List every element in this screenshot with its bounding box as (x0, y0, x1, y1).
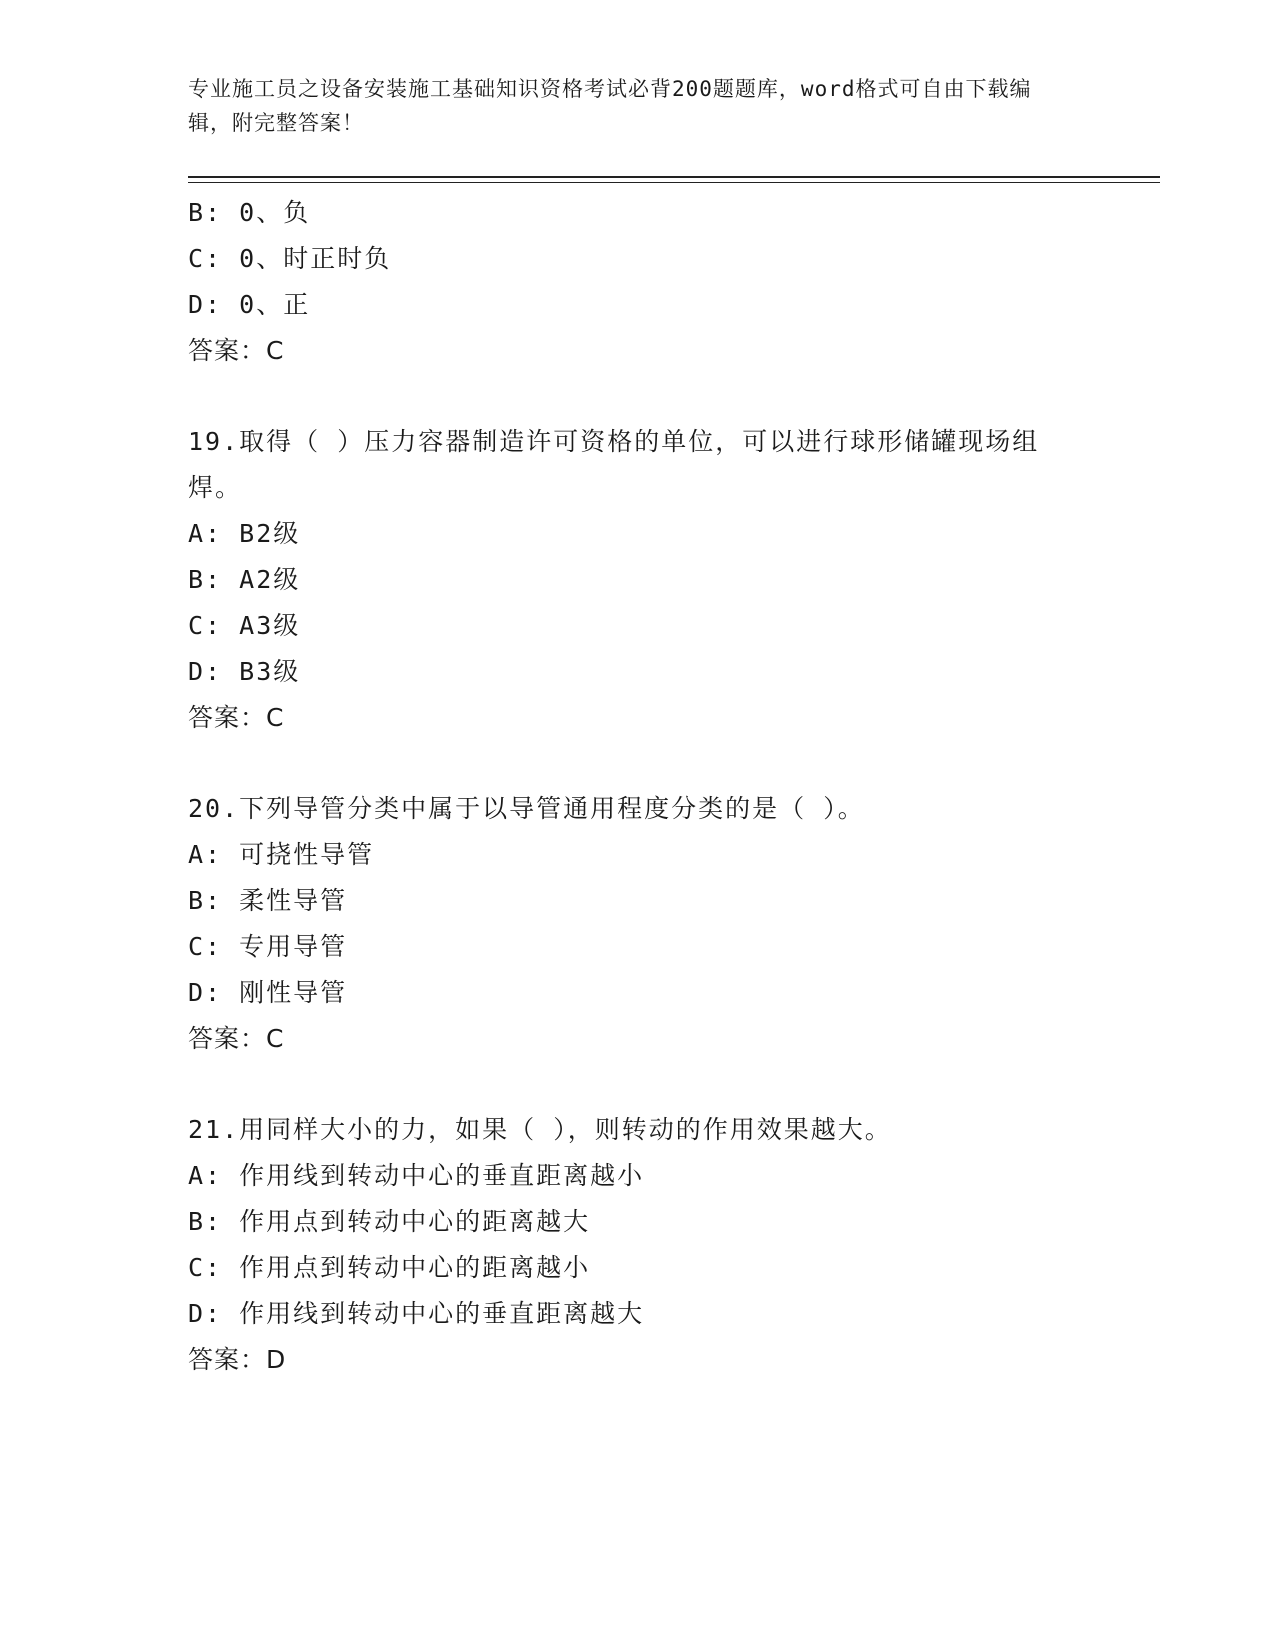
option-d: D: 0、正 (188, 290, 311, 319)
spacer (188, 741, 1088, 786)
answer-line: 答案：C (188, 336, 285, 365)
option-d: D: B3级 (188, 657, 301, 686)
option-d: D: 刚性导管 (188, 978, 348, 1007)
option-a: A: 可挠性导管 (188, 840, 375, 869)
document-header: 专业施工员之设备安装施工基础知识资格考试必背200题题库，word格式可自由下载编辑，附完整答案！ (188, 77, 1032, 135)
header-divider-thick (188, 176, 1160, 178)
question-block (188, 1107, 1088, 1383)
option-c: C: 专用导管 (188, 932, 348, 961)
option-b: B: 0、负 (188, 198, 311, 227)
question-block (188, 786, 1088, 1062)
answer-line: 答案：C (188, 1024, 285, 1053)
header-divider-thin (188, 182, 1160, 183)
question-stem: 20.下列导管分类中属于以导管通用程度分类的是（ ）。 (188, 794, 865, 823)
question-list (188, 190, 1088, 1383)
question-block (188, 419, 1088, 741)
question-stem: 21.用同样大小的力，如果（ ），则转动的作用效果越大。 (188, 1115, 892, 1144)
answer-line: 答案：C (188, 703, 285, 732)
question-stem: 19.取得（ ）压力容器制造许可资格的单位，可以进行球形储罐现场组焊。 (188, 427, 1040, 502)
question-block (188, 190, 1088, 374)
option-b: B: 柔性导管 (188, 886, 348, 915)
option-a: A: 作用线到转动中心的垂直距离越小 (188, 1161, 645, 1190)
option-c: C: A3级 (188, 611, 301, 640)
option-c: C: 0、时正时负 (188, 244, 392, 273)
option-a: A: B2级 (188, 519, 301, 548)
option-b: B: A2级 (188, 565, 301, 594)
answer-line: 答案：D (188, 1345, 287, 1374)
spacer (188, 374, 1088, 419)
option-c: C: 作用点到转动中心的距离越小 (188, 1253, 591, 1282)
option-d: D: 作用线到转动中心的垂直距离越大 (188, 1299, 645, 1328)
option-b: B: 作用点到转动中心的距离越大 (188, 1207, 591, 1236)
spacer (188, 1062, 1088, 1107)
